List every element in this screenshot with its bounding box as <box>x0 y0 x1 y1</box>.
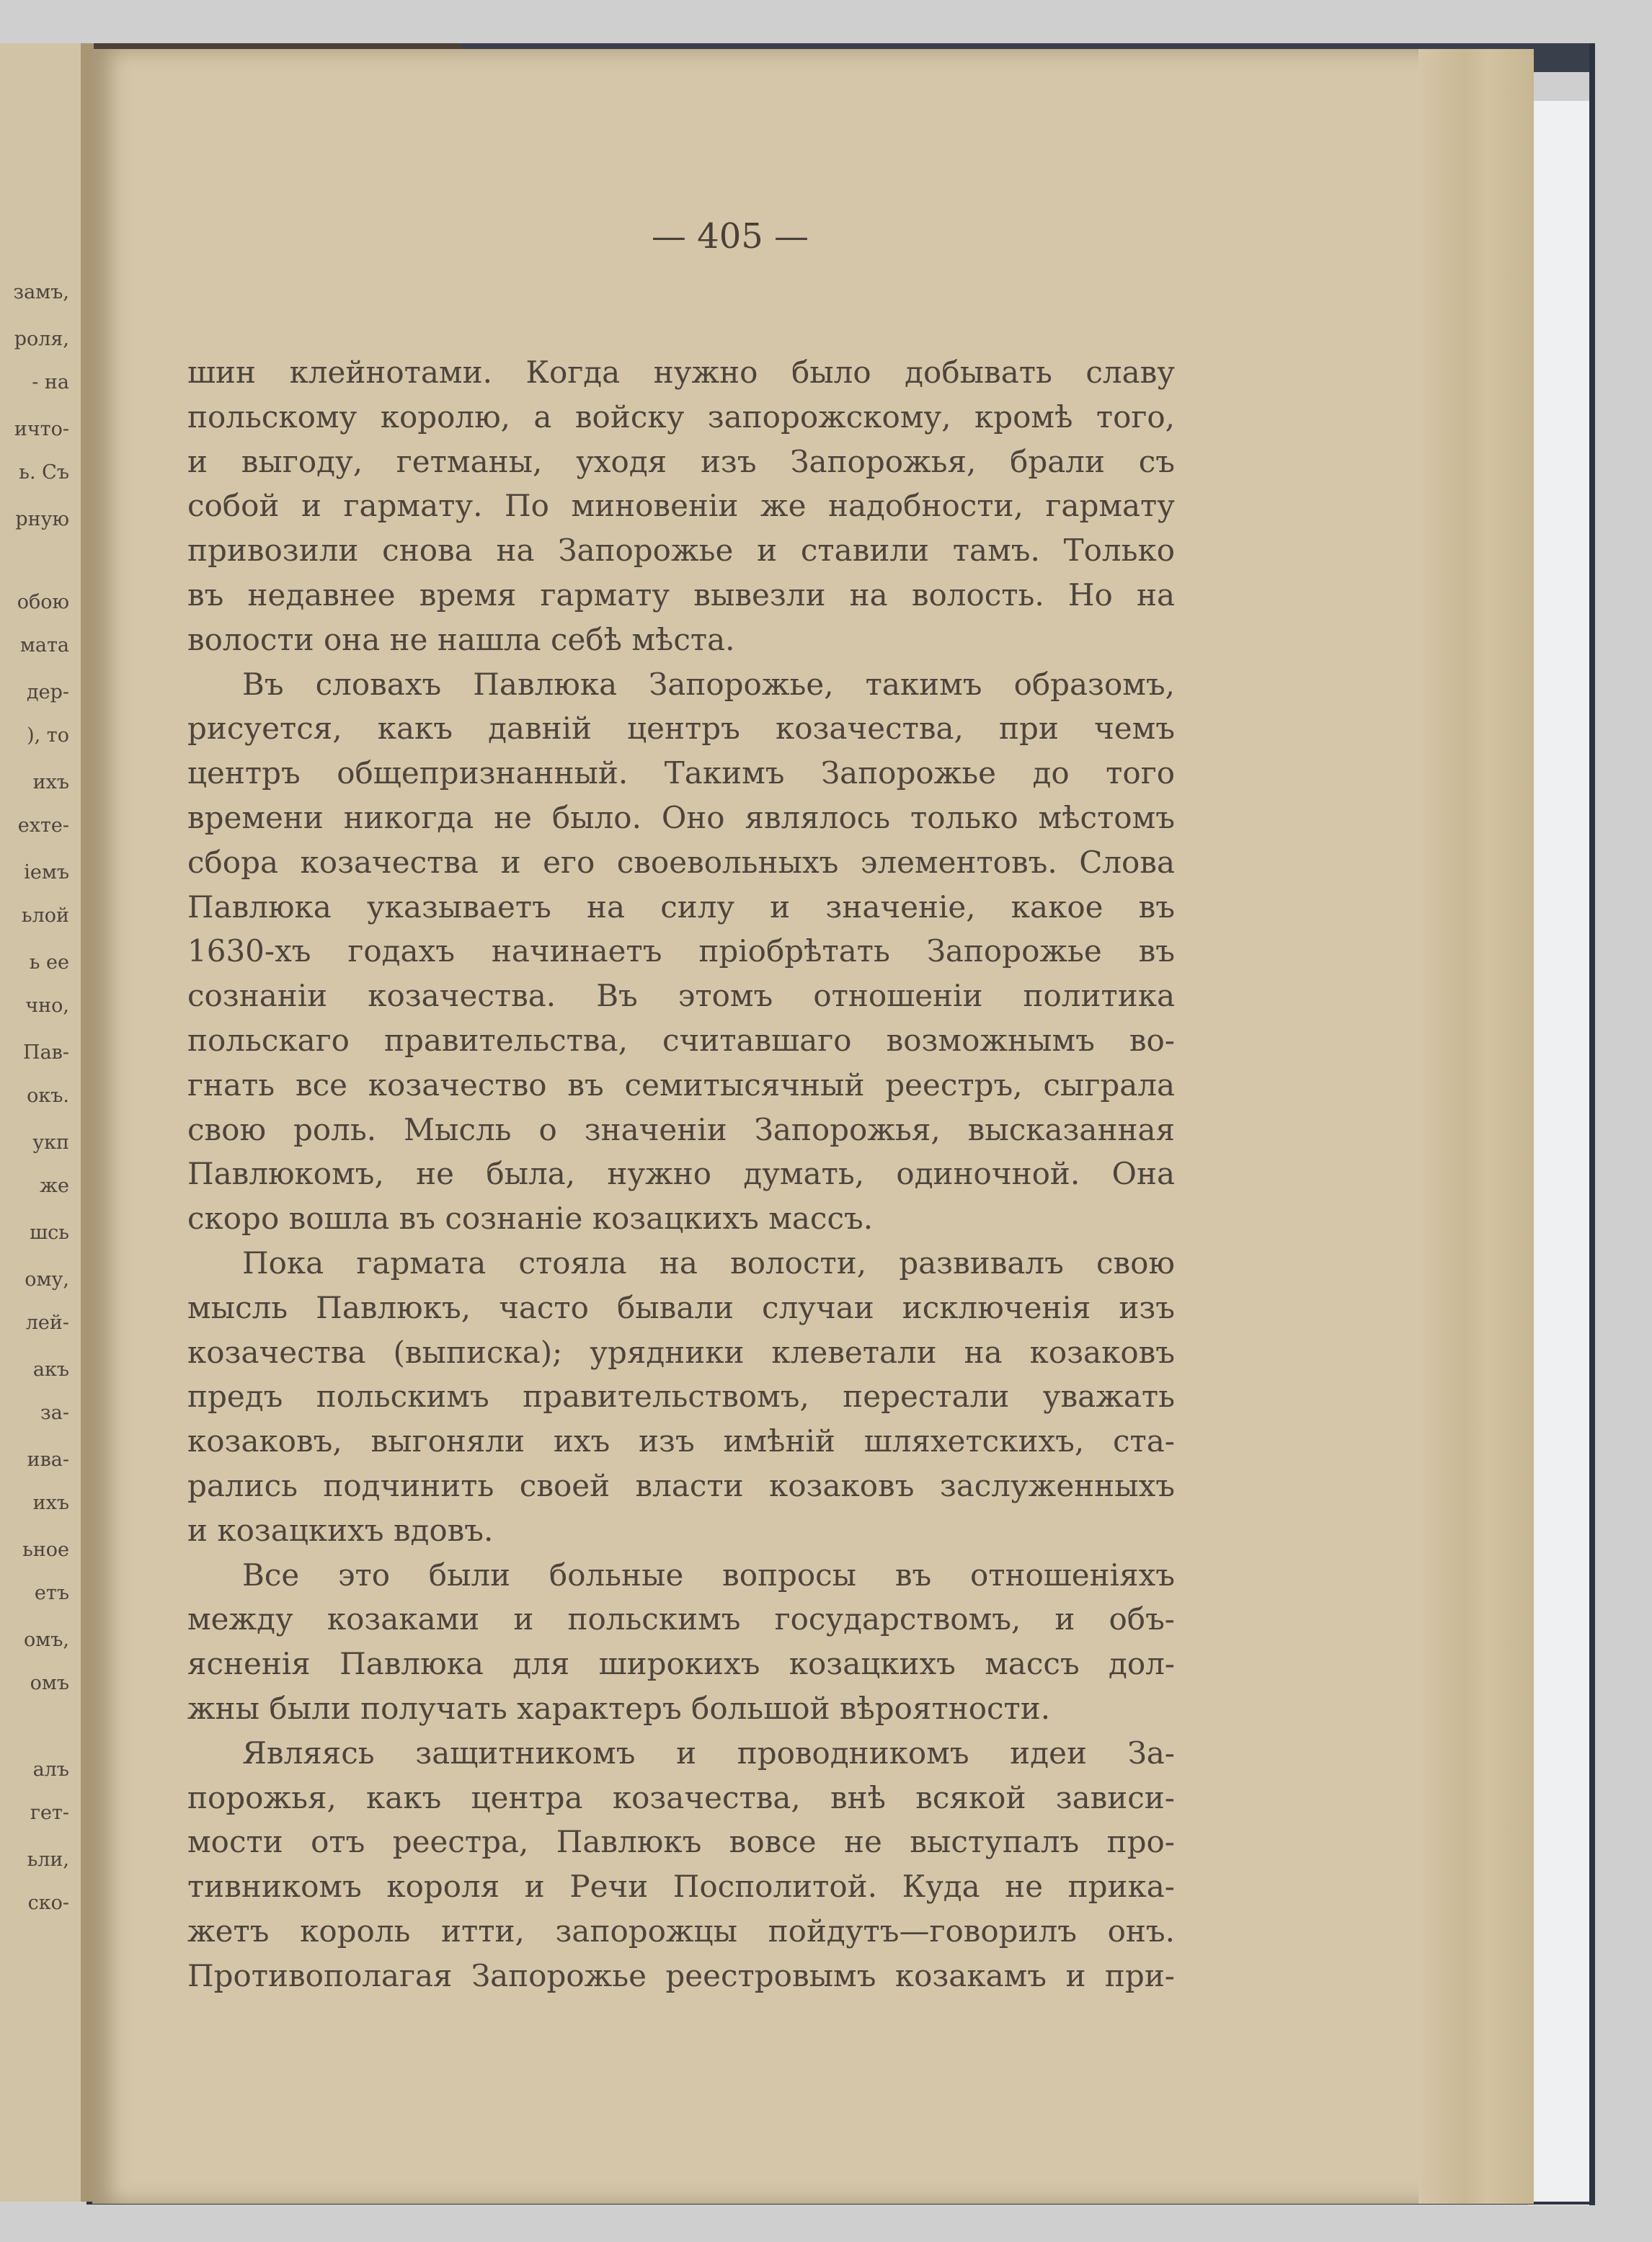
book-page <box>92 49 1534 2204</box>
left-page-fragment-text: рную <box>15 508 69 530</box>
left-page-fragment-text: ихъ <box>32 771 69 793</box>
text-line: свою роль. Мысль о значенiи Запорожья, высказанная <box>187 1111 1175 1147</box>
text-line: Все это были больные вопросы въ отношенiяхъ <box>242 1557 1175 1593</box>
text-line: польскаго правительства, считавшаго возможнымъ во- <box>187 1022 1175 1058</box>
left-page-fragment-text: ьлой <box>21 904 69 927</box>
left-page-fragment-text: iемъ <box>24 861 69 884</box>
left-page-fragment-text: - на <box>32 371 69 393</box>
left-page-fragment-text: укп <box>32 1131 69 1154</box>
left-page-fragment-text: ичто- <box>14 418 69 440</box>
text-line: Павлюкомъ, не была, нужно думать, одиночной. Она <box>187 1156 1175 1192</box>
text-line: тивникомъ короля и Речи Посполитой. Куда не прика- <box>187 1869 1175 1905</box>
text-line: гнать все козачество въ семитысячный реестръ, сыграла <box>187 1067 1175 1103</box>
text-line: Являясь защитникомъ и проводникомъ идеи За- <box>242 1735 1175 1771</box>
text-line: Противополагая Запорожье реестровымъ козакамъ и при- <box>187 1957 1175 1993</box>
left-page-fragment-text: гет- <box>30 1802 69 1824</box>
left-page-fragment-text: лей- <box>25 1312 69 1334</box>
left-page-fragment-text: окъ. <box>27 1085 69 1107</box>
text-line: между козаками и польскимъ государствомъ, и объ- <box>187 1601 1175 1637</box>
left-page-fragment-text: етъ <box>34 1582 69 1604</box>
left-page-fragment-text: же <box>40 1175 69 1197</box>
left-page-fragment-text: мата <box>19 634 69 657</box>
left-page-fragment-text: омъ <box>30 1672 69 1694</box>
left-page-fragment-text: чно, <box>25 995 69 1017</box>
left-page-fragment-text: ехте- <box>17 814 69 837</box>
text-line: рисуется, какъ давнiй центръ козачества, при чемъ <box>187 711 1175 747</box>
text-line: времени никогда не было. Оно являлось только мѣстомъ <box>187 799 1175 835</box>
left-page-fragment-text: алъ <box>32 1758 69 1781</box>
left-page-fragment-text: ива- <box>27 1449 69 1471</box>
left-page-fragment-text: замъ, <box>13 281 69 303</box>
text-line: и выгоду, гетманы, уходя изъ Запорожья, брали съ <box>187 443 1175 479</box>
left-page-fragment-text: ихъ <box>32 1492 69 1514</box>
left-page-fragment-text: роля, <box>14 328 69 350</box>
left-page-fragment-text: Пав- <box>23 1041 69 1064</box>
text-line: скоро вошла въ сознанiе козацкихъ массъ. <box>187 1201 874 1237</box>
text-line: собой и гармату. По миновенiи же надобности, гармату <box>187 488 1175 524</box>
text-line: ясненiя Павлюка для широкихъ козацкихъ массъ дол- <box>187 1646 1175 1682</box>
left-page-fragment-text: шсь <box>30 1222 69 1244</box>
text-line: сознанiи козачества. Въ этомъ отношенiи политика <box>187 978 1175 1014</box>
text-line: и козацкихъ вдовъ. <box>187 1512 494 1548</box>
left-page-fragment-text: ь. Съ <box>19 461 69 484</box>
text-line: волости она не нашла себѣ мѣста. <box>187 621 735 657</box>
text-line: шин клейнотами. Когда нужно было добывать славу <box>187 355 1175 390</box>
text-line: сбора козачества и его своевольныхъ элементовъ. Слова <box>187 844 1175 880</box>
left-page-fragment-text: ь ее <box>29 951 69 974</box>
left-page-fragment-text: омъ, <box>23 1629 69 1651</box>
text-line: Павлюка указываетъ на силу и значенiе, какое въ <box>187 889 1175 925</box>
left-page-fragment-text: ьли, <box>27 1849 69 1871</box>
text-line: польскому королю, а войску запорожскому, кромѣ того, <box>187 399 1175 435</box>
text-line: козачества (выписка); урядники клеветали на козаковъ <box>187 1334 1175 1370</box>
scan-right-border <box>1589 43 1595 2205</box>
left-page-fragment-text: ско- <box>27 1892 69 1914</box>
left-page-fragment-text: ому, <box>25 1268 69 1291</box>
text-line: мысль Павлюкъ, часто бывали случаи исключенiя изъ <box>187 1289 1175 1325</box>
text-line: центръ общепризнанный. Такимъ Запорожье до того <box>187 755 1175 791</box>
left-page-fragment-text: ьное <box>22 1539 69 1561</box>
body-text <box>187 350 1175 1998</box>
text-line: порожья, какъ центра козачества, внѣ всякой зависи- <box>187 1779 1175 1815</box>
text-line: привозили снова на Запорожье и ставили тамъ. Только <box>187 533 1175 569</box>
left-page-fragment-text: ), то <box>27 724 69 747</box>
text-line: предъ польскимъ правительствомъ, перестали уважать <box>187 1379 1175 1415</box>
text-line: Въ словахъ Павлюка Запорожье, такимъ образомъ, <box>242 666 1175 702</box>
left-page-fragment <box>0 43 94 2202</box>
text-line: мости отъ реестра, Павлюкъ вовсе не выступалъ про- <box>187 1824 1175 1860</box>
left-page-fragment-text: акъ <box>32 1358 69 1381</box>
left-page-fragment-text: за- <box>40 1402 69 1424</box>
page-edge-stack <box>1418 49 1534 2204</box>
text-line: рались подчинить своей власти козаковъ заслуженныхъ <box>187 1467 1175 1503</box>
page-number: — 405 — <box>651 216 809 257</box>
text-line: Пока гармата стояла на волости, развивалъ свою <box>242 1245 1175 1281</box>
left-page-fragment-text: обою <box>17 591 69 613</box>
left-page-fragment-text: дер- <box>26 681 69 703</box>
text-line: 1630-хъ годахъ начинаетъ прiобрѣтать Запорожье въ <box>187 933 1175 969</box>
text-line: козаковъ, выгоняли ихъ изъ имѣнiй шляхетскихъ, ста- <box>187 1423 1175 1459</box>
text-line: въ недавнее время гармату вывезли на волость. Но на <box>187 577 1175 613</box>
scan-right-margin <box>1528 101 1593 2205</box>
text-line: жны были получать характеръ большой вѣроятности. <box>187 1690 1051 1726</box>
text-line: жетъ король итти, запорожцы пойдутъ—говорилъ онъ. <box>187 1913 1175 1949</box>
